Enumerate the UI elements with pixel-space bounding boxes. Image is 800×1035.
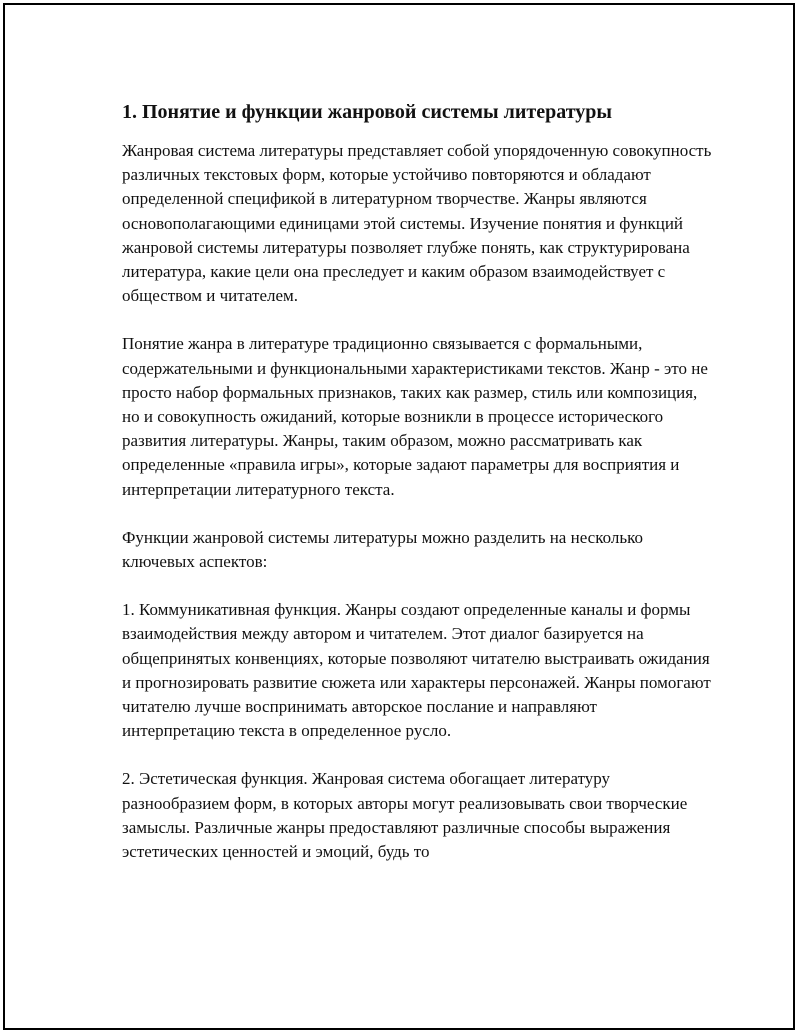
paragraph-communicative-function: 1. Коммуникативная функция. Жанры создают определенные каналы и формы взаимодействия между автором и читателем. Этот диалог базируется на общепринятых конвенциях, которые позволяют читателю выстраивать ожидания и прогнозировать развитие сюжета или характеры персонажей. Жанры помогают читателю лучше воспринимать авторское послание и направляют интерпретацию текста в определенное русло. bbox=[122, 600, 711, 741]
paragraph-functions-intro: Функции жанровой системы литературы можно разделить на несколько ключевых аспектов: bbox=[122, 527, 644, 572]
paragraph-aesthetic-function: 2. Эстетическая функция. Жанровая система обогащает литературу разнообразием форм, в которых авторы могут реализовывать свои творческие замыслы. Различные жанры предоставляют различные способы выражения эстетических ценностей и эмоций, будь то bbox=[122, 769, 688, 862]
document-body bbox=[122, 99, 712, 888]
document-page bbox=[3, 3, 795, 1030]
section-heading: 1. Понятие и функции жанровой системы литературы bbox=[122, 101, 613, 123]
paragraph-genre-concept: Понятие жанра в литературе традиционно связывается с формальными, содержательными и функциональными характеристиками текстов. Жанр - это не просто набор формальных признаков, таких как размер, стиль или композиция, но и совокупность ожиданий, которые возникли в процессе исторического развития литературы. Жанры, таким образом, можно рассматривать как определенные «правила игры», которые задают параметры для восприятия и интерпретации литературного текста. bbox=[122, 334, 708, 499]
paragraph-intro: Жанровая система литературы представляет собой упорядоченную совокупность различных текстовых форм, которые устойчиво повторяются и обладают определенной спецификой в литературном творчестве. Жанры являются основополагающими единицами этой системы. Изучение понятия и функций жанровой системы литературы позволяет глубже понять, как структурирована литература, какие цели она преследует и каким образом взаимодействует с обществом и читателем. bbox=[122, 141, 712, 306]
